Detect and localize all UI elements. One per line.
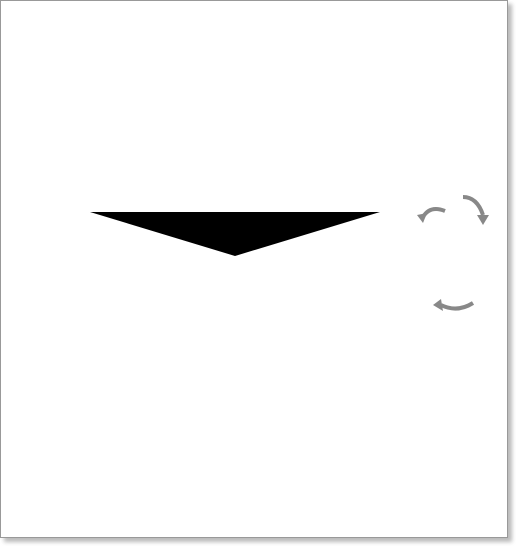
rotation-arrow-top-left (417, 209, 445, 223)
worker-rotation-illustration (405, 175, 510, 325)
weekly-schedule-small (61, 12, 415, 212)
rotation-arrow-bottom (433, 299, 473, 311)
weekly-schedule-large (15, 260, 440, 525)
rotation-arrow-top-right (463, 197, 489, 225)
